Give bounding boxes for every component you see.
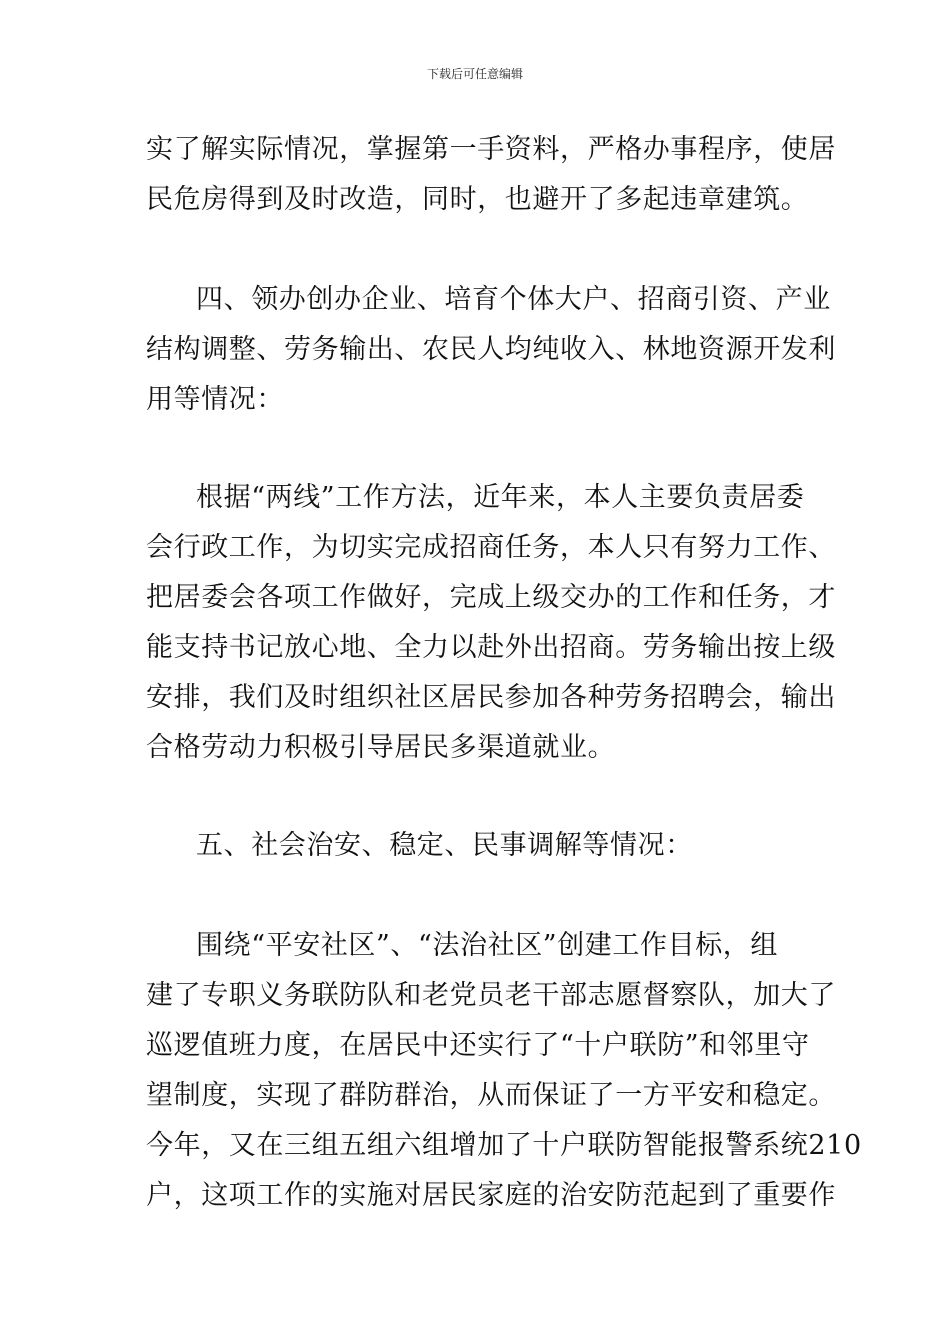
page-header: 下载后可任意编辑 (426, 67, 523, 81)
text-line: 合格劳动力积极引导居民多渠道就业。 (146, 732, 616, 763)
paragraph-start: 根据“两线”工作方法，近年来，本人主要负责居委 (196, 482, 805, 513)
section-heading-4: 四、领办创办企业、培育个体大户、招商引资、产业 (196, 284, 831, 315)
text-line: 民危房得到及时改造，同时，也避开了多起违章建筑。 (146, 184, 809, 215)
text-line: 户，这项工作的实施对居民家庭的治安防范起到了重要作 (146, 1180, 836, 1211)
text-line: 用等情况： (146, 384, 284, 415)
text-line: 能支持书记放心地、全力以赴外出招商。劳务输出按上级 (146, 632, 836, 663)
section-heading-5: 五、社会治安、稳定、民事调解等情况： (196, 830, 693, 861)
text-line: 实了解实际情况，掌握第一手资料，严格办事程序，使居 (146, 134, 836, 165)
text-line: 把居委会各项工作做好，完成上级交办的工作和任务，才 (146, 582, 836, 613)
text-line: 今年，又在三组五组六组增加了十户联防智能报警系统210 (146, 1130, 862, 1161)
text-line: 安排，我们及时组织社区居民参加各种劳务招聘会，输出 (146, 682, 836, 713)
text-line: 建了专职义务联防队和老党员老干部志愿督察队，加大了 (146, 980, 836, 1011)
text-line: 望制度，实现了群防群治，从而保证了一方平安和稳定。 (146, 1080, 836, 1111)
text-line: 巡逻值班力度，在居民中还实行了“十户联防”和邻里守 (146, 1030, 810, 1061)
text-line: 结构调整、劳务输出、农民人均纯收入、林地资源开发利 (146, 334, 836, 365)
paragraph-start: 围绕“平安社区”、“法治社区”创建工作目标，组 (196, 930, 779, 961)
text-line: 会行政工作，为切实完成招商任务，本人只有努力工作、 (146, 532, 836, 563)
